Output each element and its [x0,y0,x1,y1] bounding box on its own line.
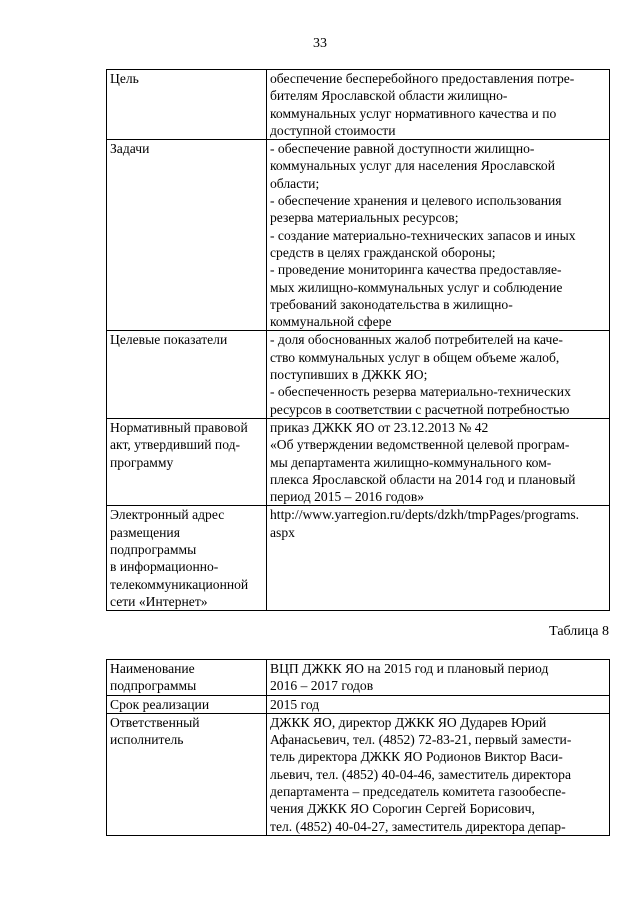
subprogram-table-body [107,660,610,836]
label-line: программу [110,454,174,470]
row-label-cell [107,331,267,418]
subprogram-table [106,659,610,836]
value-line: средств в целях гражданской обороны; [270,244,496,260]
value-line: коммунальных услуг для населения Ярославской [270,158,555,174]
label-line: сети «Интернет» [110,593,208,609]
passport-table [106,69,610,611]
value-line: коммунальной сфере [270,314,392,330]
value-line: ресурсов в соответствии с расчетной потребностью [270,401,570,417]
value-line: тел. (4852) 40-04-27, заместитель директора депар- [270,818,566,834]
value-line: http://www.yarregion.ru/depts/dzkh/tmpPages/programs. [270,507,580,523]
row-label-cell [107,506,267,611]
label-line: Цель [110,71,139,86]
label-line: акт, утвердивший под- [110,437,241,453]
label-line: Наименование [110,661,195,676]
table-row [107,418,610,505]
value-line: коммунальных услуг нормативного качества и по [270,105,557,121]
value-line: период 2015 – 2016 годов» [270,489,425,505]
value-line: мы департамента жилищно-коммунального ком- [270,454,552,470]
value-line: Афанасьевич, тел. (4852) 72-83-21, первый замести- [270,732,572,748]
value-line: плекса Ярославской области на 2014 год и плановый [270,471,576,487]
value-line: приказ ДЖКК ЯО от 23.12.2013 № 42 [270,419,489,435]
value-line: - проведение мониторинга качества предоставляе- [270,262,562,278]
label-line: Ответственный [110,714,200,730]
row-label-cell [107,695,267,713]
label-line: в информационно- [110,559,219,575]
value-line: тель директора ДЖКК ЯО Родионов Виктор Васи- [270,749,563,765]
value-line: - обеспеченность резерва материально-технических [270,384,571,400]
row-value-cell [267,331,610,418]
row-label-cell [107,70,267,140]
value-line: ВЦП ДЖКК ЯО на 2015 год и плановый период [270,661,549,676]
label-line: телекоммуникационной [110,576,249,592]
value-line: обеспечение бесперебойного предоставления потре- [270,71,575,86]
passport-table-body [107,70,610,611]
row-value-cell [267,695,610,713]
table-row [107,331,610,418]
value-line: ство коммунальных услуг в общем объеме жалоб, [270,349,560,365]
table-row [107,713,610,835]
value-line: - создание материально-технических запасов и иных [270,227,576,243]
table-row [107,506,610,611]
label-line: исполнитель [110,732,184,748]
label-line: Целевые показатели [110,332,228,348]
value-line: требований законодательства в жилищно- [270,296,513,312]
value-line: поступивших в ДЖКК ЯО; [270,367,428,383]
table-row [107,695,610,713]
value-line: доступной стоимости [270,122,396,138]
value-line: «Об утверждении ведомственной целевой програм- [270,437,570,453]
value-line: резерва материальных ресурсов; [270,210,459,226]
row-label-cell [107,660,267,696]
table-row [107,70,610,140]
page-number: 33 [313,36,327,51]
value-line: льевич, тел. (4852) 40-04-46, заместитель директора [270,766,571,782]
value-line: - обеспечение равной доступности жилищно- [270,141,535,157]
value-line: бителям Ярославской области жилищно- [270,88,508,104]
row-value-cell [267,713,610,835]
table-row [107,140,610,331]
row-label-cell [107,713,267,835]
value-line: - доля обоснованных жалоб потребителей на каче- [270,332,563,348]
label-line: подпрограммы [110,542,197,558]
label-line: Срок реализации [110,696,210,712]
table-caption: Таблица 8 [549,624,609,639]
table-row [107,660,610,696]
label-line: подпрограммы [110,678,197,694]
value-line: 2016 – 2017 годов [270,678,374,694]
label-line: размещения [110,524,180,540]
value-line: департамента – председатель комитета газообеспе- [270,784,566,800]
value-line: aspx [270,524,295,540]
row-value-cell [267,140,610,331]
label-line: Электронный адрес [110,507,225,523]
value-line: 2015 год [270,696,320,712]
row-value-cell [267,660,610,696]
row-label-cell [107,418,267,505]
value-line: чения ДЖКК ЯО Сорогин Сергей Борисович, [270,801,535,817]
label-line: Задачи [110,141,150,157]
row-value-cell [267,418,610,505]
value-line: области; [270,175,320,191]
value-line: - обеспечение хранения и целевого использования [270,193,562,209]
row-label-cell [107,140,267,331]
label-line: Нормативный правовой [110,419,248,435]
row-value-cell [267,506,610,611]
value-line: мых жилищно-коммунальных услуг и соблюдение [270,279,563,295]
row-value-cell [267,70,610,140]
value-line: ДЖКК ЯО, директор ДЖКК ЯО Дударев Юрий [270,714,547,730]
